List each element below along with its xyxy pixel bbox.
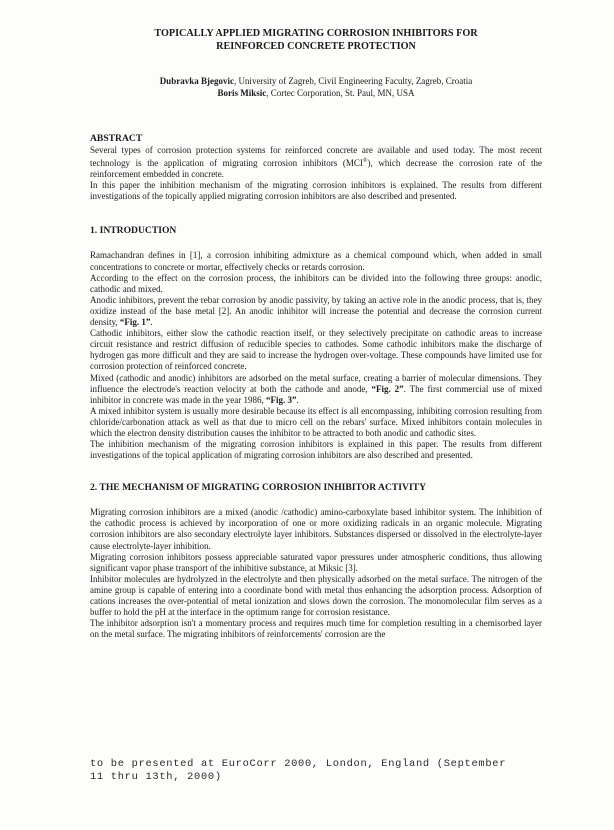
fig-3-reference: “Fig. 3” [265, 394, 297, 405]
mechanism-heading: 2. THE MECHANISM OF MIGRATING CORROSION INHIBITOR ACTIVITY [90, 482, 427, 494]
abstract-paragraph-2: In this paper the inhibition mechanism of the migrating corrosion inhibitors is explained. The results from different investigations of the topically applied migrating corrosion inhibitors are also described and presented. [90, 180, 542, 202]
title-line-1: TOPICALLY APPLIED MIGRATING CORROSION INHIBITORS FOR [154, 28, 478, 39]
intro-paragraph-7: The inhibition mechanism of the migrating corrosion inhibitors is explained in this paper. The results from different investigations of the topical application of migrating corrosion inhibitors are also described and presented. [90, 439, 542, 461]
mech-paragraph-3: Inhibitor molecules are hydrolyzed in the electrolyte and then physically adsorbed on the metal surface. The nitrogen of the amine group is capable of entering into a coordinate bond with metal thus enhancing the adsorption process. Adsorption of cations increases the over-potential of metal ionization and slows down the corrosion. The monomolecular film serves as a buffer to hold the pH at the interface in the optimum range for corrosion resistance. [90, 573, 542, 618]
author-block [90, 75, 542, 99]
mechanism-body [90, 507, 542, 640]
intro-paragraph-4: Cathodic inhibitors, either slow the cathodic reaction itself, or they selectively precipitate on cathodic areas to increase circuit resistance and restrict diffusion of reducible species to cathodes. Some cathodic inhibitors make the discharge of hydrogen gas more difficult and they are said to increase the hydrogen over-voltage. These compounds have limited use for corrosion protection of reinforced concrete. [90, 328, 542, 372]
abstract-heading: ABSTRACT [90, 133, 143, 144]
footnote-line-1: to be presented at EuroCorr 2000, London, England (September [90, 758, 507, 770]
fig-2-reference: “Fig. 2” [371, 383, 404, 394]
intro-paragraph-5 [90, 373, 542, 406]
typewritten-footnote [90, 758, 506, 784]
author-2-name: Boris Miksic [217, 88, 267, 98]
title-line-2: REINFORCED CONCRETE PROTECTION [216, 41, 416, 52]
paper-title [90, 0, 542, 53]
abstract-p1-text: Several types of corrosion protection systems for reinforced concrete are available and used today. The most recent technology is the application of migrating corrosion inhibitors (MCI [90, 145, 542, 169]
intro-p5-text-a: Mixed (cathodic and anodic) inhibitors are adsorbed on the metal surface, creating a barrier of molecular dimensions. They influence the electrode's reaction velocity at both the cathode and anode, [90, 372, 542, 394]
abstract-paragraph-1 [90, 145, 542, 180]
introduction-heading: 1. INTRODUCTION [90, 225, 177, 237]
abstract-body [90, 145, 542, 202]
registered-mark: ® [362, 158, 368, 165]
intro-paragraph-3 [90, 295, 542, 328]
footnote-line-2: 11 thru 13th, 2000) [90, 771, 222, 783]
fig-1-reference: “Fig. 1” [119, 317, 151, 328]
mech-paragraph-4: The inhibitor adsorption isn't a momentary process and requires much time for completion resulting in a chemisorbed layer on the metal surface. The migrating inhibitors of reinforcements' corrosion are the [90, 618, 542, 640]
author-1-affiliation: , University of Zagreb, Civil Engineering Faculty, Zagreb, Croatia [233, 76, 473, 86]
intro-p3-text: Anodic inhibitors, prevent the rebar corrosion by anodic passivity, by taking an active role in the anodic process, that is, they oxidize instead of the base metal [2]. An anodic inhibitor will increase the potential and decrease the corrosion current density, [90, 294, 542, 328]
author-2-affiliation: , Cortec Corporation, St. Paul, MN, USA [266, 88, 415, 98]
intro-paragraph-6: A mixed inhibitor system is usually more desirable because its effect is all encompassing, inhibiting corrosion resulting from chloride/carbonation attack as well as that due to micro cell on the rebars' surface. Mixed inhibitors contain molecules in which the electron density distribution causes the inhibitor to be attracted to both anodic and cathodic sites. [90, 405, 542, 438]
author-2 [90, 87, 542, 99]
abstract-p1-text-end: ), which decrease the corrosion rate of the reinforcement embedded in concrete. [90, 158, 542, 180]
introduction-body [90, 250, 542, 461]
author-1 [90, 75, 542, 87]
mech-paragraph-1: Migrating corrosion inhibitors are a mixed (anodic /cathodic) amino-carboxylate based inhibitor system. The inhibition of the cathodic process is achieved by incorporation of one or more oxidizing radicals in an organic molecule. Migrating corrosion inhibitors are also secondary electrolyte layer inhibitors. Substances dispersed or dissolved in the electrolyte-layer cause electrolyte-layer inhibition. [90, 507, 542, 551]
intro-p5-text-c: . [296, 394, 299, 405]
author-1-name: Dubravka Bjegovic [159, 76, 234, 86]
intro-p3-end: . [150, 317, 153, 328]
intro-paragraph-2: According to the effect on the corrosion process, the inhibitors can be divided into the following three groups: anodic, cathodic and mixed. [90, 272, 542, 294]
intro-paragraph-1: Ramachandran defines in [1], a corrosion inhibiting admixture as a chemical compound which, when added in small concentrations to concrete or mortar, effectively checks or retards corrosion. [90, 250, 542, 272]
intro-p5-text-b: . The first commercial use of mixed inhibitor in concrete was made in the year 1986, [90, 383, 542, 405]
mech-paragraph-2: Migrating corrosion inhibitors possess appreciable saturated vapor pressures under atmospheric conditions, thus allowing significant vapor phase transport of the inhibitive substance, at Miksic [3]. [90, 551, 542, 573]
